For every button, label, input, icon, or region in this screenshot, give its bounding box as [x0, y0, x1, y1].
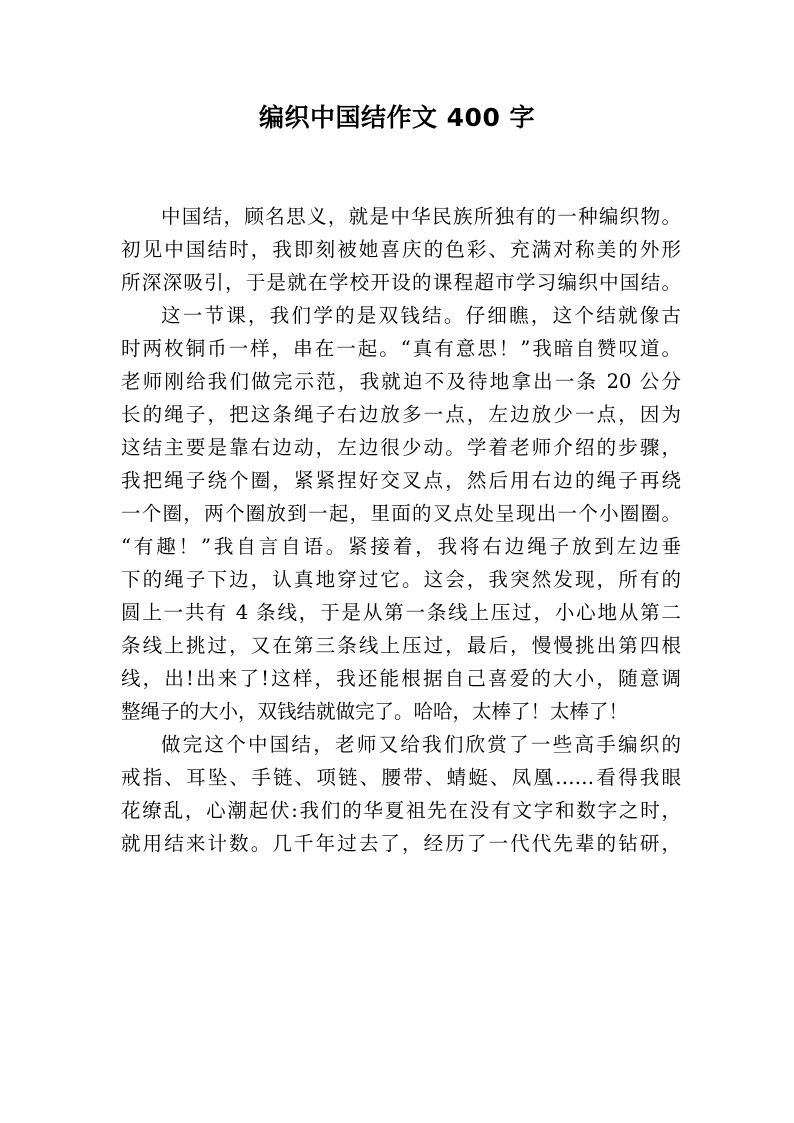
paragraph-line: “有趣！”我自言自语。紧接着，我将右边绳子放到左边垂 [121, 535, 681, 558]
paragraph-line: 我把绳子绕个圈，紧紧捏好交叉点，然后用右边的绳子再绕 [121, 469, 681, 492]
paragraph-line: 这一节课，我们学的是双钱结。仔细瞧，这个结就像古 [161, 304, 681, 327]
paragraph-line: 长的绳子，把这条绳子右边放多一点，左边放少一点，因为 [121, 403, 681, 426]
paragraph-line: 花缭乱，心潮起伏:我们的华夏祖先在没有文字和数字之时， [121, 799, 681, 822]
paragraph-line: 一个圈，两个圈放到一起，里面的叉点处呈现出一个小圈圈。 [121, 502, 681, 525]
paragraph-line: 这结主要是靠右边动，左边很少动。学着老师介绍的步骤， [121, 436, 681, 459]
page-title: 编织中国结作文 400 字 [258, 103, 536, 132]
paragraph-line: 时两枚铜币一样，串在一起。“真有意思！”我暗自赞叹道。 [121, 337, 681, 360]
paragraph-line: 条线上挑过，又在第三条线上压过，最后，慢慢挑出第四根 [121, 634, 681, 657]
paragraph-line: 戒指、耳坠、手链、项链、腰带、蜻蜓、凤凰……看得我眼 [121, 766, 681, 789]
paragraph-line: 整绳子的大小，双钱结就做完了。哈哈，太棒了！太棒了！ [121, 700, 629, 723]
paragraph-line: 初见中国结时，我即刻被她喜庆的色彩、充满对称美的外形 [121, 238, 681, 261]
paragraph-line: 下的绳子下边，认真地穿过它。这会，我突然发现，所有的 [121, 568, 681, 591]
paragraph-line: 圆上一共有 4 条线，于是从第一条线上压过，小心地从第二 [121, 601, 681, 624]
paragraph-line: 老师刚给我们做完示范，我就迫不及待地拿出一条 20 公分 [121, 370, 681, 393]
paragraph-line: 中国结，顾名思义，就是中华民族所独有的一种编织物。 [161, 205, 681, 228]
paragraph-line: 线，出!出来了!这样，我还能根据自己喜爱的大小，随意调 [121, 667, 681, 690]
paragraph-line: 做完这个中国结，老师又给我们欣赏了一些高手编织的 [161, 733, 681, 756]
paragraph-line: 就用结来计数。几千年过去了，经历了一代代先辈的钻研， [121, 832, 681, 855]
paragraph-line: 所深深吸引，于是就在学校开设的课程超市学习编织中国结。 [121, 271, 681, 294]
essay-body [121, 200, 681, 860]
